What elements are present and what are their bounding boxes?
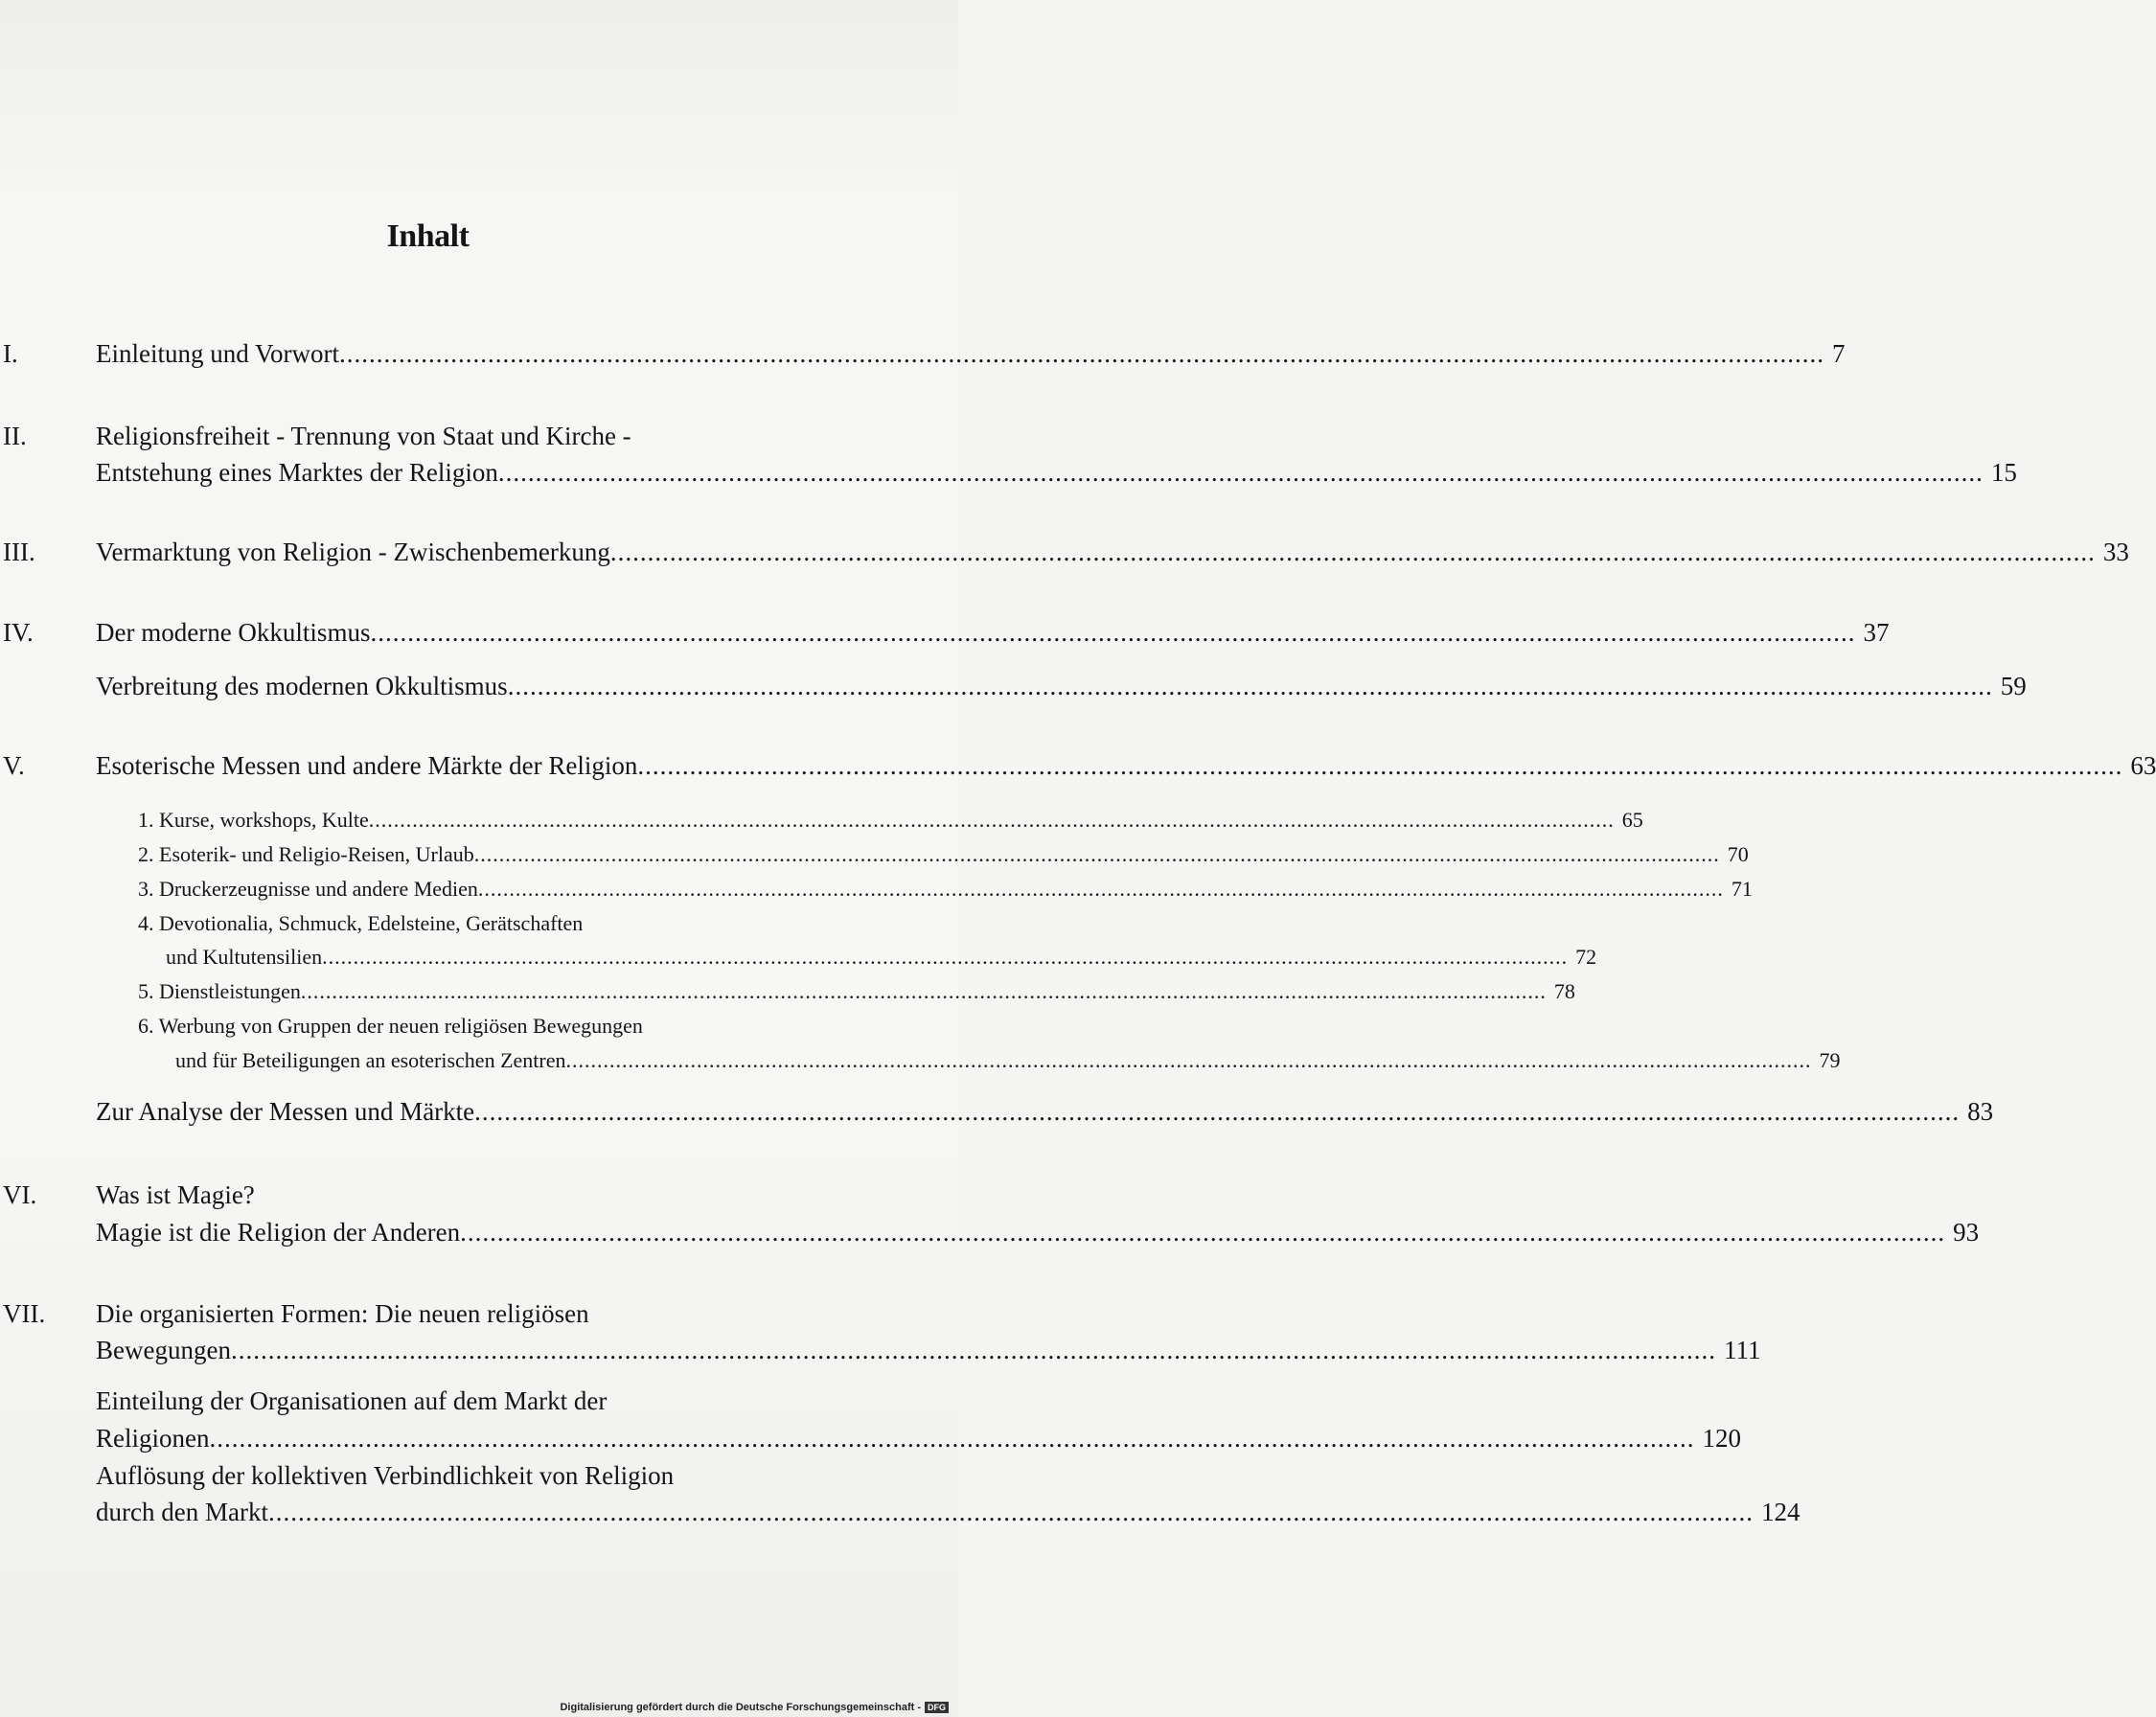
toc-entry-title: Verbreitung des modernen Okkultismus	[96, 672, 508, 700]
chapter-number: V.	[3, 751, 25, 780]
toc-subentry	[175, 1048, 1841, 1073]
toc-entry-page: 7	[1832, 339, 1846, 368]
toc-entry-page: 15	[1990, 458, 2017, 487]
toc-entry	[96, 339, 1846, 369]
toc-entry-title: Einleitung und Vorwort	[96, 339, 339, 368]
chapter-number: VI.	[3, 1180, 37, 1209]
toc-entry-title: Der moderne Okkultismus	[96, 618, 371, 647]
toc-subentry-page: 72	[1575, 945, 1597, 969]
leader-dots: ........................................................................................................................................................................................................	[209, 1424, 1695, 1453]
leader-dots: ........................................................................................................................................................................................................	[322, 945, 1569, 969]
toc-subentry-page: 78	[1553, 979, 1575, 1003]
chapter-number: I.	[3, 339, 18, 368]
leader-dots: ........................................................................................................................................................................................................	[339, 339, 1824, 368]
toc-entry-title: durch den Markt	[96, 1498, 268, 1526]
toc-entry-page: 120	[1702, 1424, 1741, 1453]
leader-dots: ........................................................................................................................................................................................................	[370, 618, 1856, 647]
toc-entry-page: 37	[1863, 618, 1890, 647]
leader-dots: ........................................................................................................................................................................................................	[565, 1048, 1812, 1072]
toc-entry	[96, 751, 2156, 781]
toc-entry-title: Religionen	[96, 1424, 210, 1453]
leader-dots: ........................................................................................................................................................................................................	[474, 1097, 1961, 1126]
toc-entry-title: Magie ist die Religion der Anderen	[96, 1218, 461, 1247]
leader-dots: ........................................................................................................................................................................................................	[368, 808, 1615, 832]
toc-entry-title: Entstehung eines Marktes der Religion	[96, 458, 498, 487]
toc-subentry	[138, 877, 1753, 902]
toc-entry	[96, 458, 2017, 488]
toc-entry	[96, 1498, 1800, 1527]
toc-entry-title: Vermarktung von Religion - Zwischenbemerkung	[96, 538, 610, 566]
chapter-number: II.	[3, 422, 27, 450]
leader-dots: ........................................................................................................................................................................................................	[230, 1336, 1716, 1364]
toc-entry-page: 124	[1760, 1498, 1800, 1526]
toc-entry-page: 59	[2000, 672, 2027, 700]
toc-subentry-page: 65	[1621, 808, 1643, 832]
toc-subentry	[138, 808, 1643, 833]
footer-text: Digitalisierung gefördert durch die Deutsche Forschungsgemeinschaft -	[560, 1702, 921, 1713]
toc-subentry-title: und Kultutensilien	[166, 945, 323, 969]
toc-entry-page: 83	[1967, 1097, 1994, 1126]
toc-entry-page: 93	[1953, 1218, 1980, 1247]
toc-entry	[96, 618, 1890, 648]
toc-subentry	[166, 945, 1597, 970]
toc-subentry-title: und für Beteiligungen an esoterischen Zentren	[175, 1048, 566, 1072]
toc-entry-title-line: Religionsfreiheit - Trennung von Staat und Kirche -	[96, 422, 631, 450]
toc-entry-title-line: Einteilung der Organisationen auf dem Markt der	[96, 1386, 608, 1415]
leader-dots: ........................................................................................................................................................................................................	[477, 877, 1724, 901]
leader-dots: ........................................................................................................................................................................................................	[300, 979, 1547, 1003]
toc-subentry-title: 1. Kurse, workshops, Kulte	[138, 808, 369, 832]
toc-subentry-title-line: 6. Werbung von Gruppen der neuen religiösen Bewegungen	[138, 1014, 643, 1038]
chapter-number: III.	[3, 538, 35, 566]
page-title: Inhalt	[386, 218, 470, 254]
toc-entry	[96, 1097, 1994, 1127]
toc-subentry-title: 2. Esoterik- und Religio-Reisen, Urlaub	[138, 842, 474, 866]
toc-entry-page: 111	[1723, 1336, 1761, 1364]
toc-entry	[96, 1336, 1761, 1365]
toc-subentry-page: 70	[1727, 842, 1749, 866]
leader-dots: ........................................................................................................................................................................................................	[507, 672, 1993, 700]
chapter-number: VII.	[3, 1299, 46, 1328]
toc-entry-title-line: Auflösung der kollektiven Verbindlichkeit von Religion	[96, 1461, 675, 1490]
leader-dots: ........................................................................................................................................................................................................	[637, 751, 2123, 780]
toc-subentry	[138, 842, 1749, 867]
toc-entry	[96, 538, 2129, 567]
toc-entry-title: Zur Analyse der Messen und Märkte	[96, 1097, 475, 1126]
toc-subentry-title: 3. Druckerzeugnisse und andere Medien	[138, 877, 478, 901]
chapter-number: IV.	[3, 618, 34, 647]
toc-subentry-page: 79	[1819, 1048, 1841, 1072]
toc-entry-page: 63	[2130, 751, 2156, 780]
dfg-logo: DFG	[925, 1702, 949, 1713]
toc-entry	[96, 1424, 1741, 1454]
toc-subentry-title: 5. Dienstleistungen	[138, 979, 301, 1003]
leader-dots: ........................................................................................................................................................................................................	[460, 1218, 1946, 1247]
digitization-footer	[560, 1702, 949, 1713]
leader-dots: ........................................................................................................................................................................................................	[497, 458, 1984, 487]
toc-subentry-page: 71	[1731, 877, 1753, 901]
toc-subentry	[138, 979, 1575, 1004]
toc-entry-title: Bewegungen	[96, 1336, 231, 1364]
toc-entry	[96, 1218, 1980, 1248]
leader-dots: ........................................................................................................................................................................................................	[473, 842, 1720, 866]
leader-dots: ........................................................................................................................................................................................................	[267, 1498, 1754, 1526]
toc-entry-title: Esoterische Messen und andere Märkte der Religion	[96, 751, 638, 780]
toc-entry-title-line: Was ist Magie?	[96, 1180, 255, 1209]
leader-dots: ........................................................................................................................................................................................................	[609, 538, 2096, 566]
toc-entry-page: 33	[2102, 538, 2129, 566]
toc-entry	[96, 672, 2027, 701]
toc-subentry-title-line: 4. Devotionalia, Schmuck, Edelsteine, Gerätschaften	[138, 911, 584, 935]
toc-entry-title-line: Die organisierten Formen: Die neuen religiösen	[96, 1299, 589, 1328]
